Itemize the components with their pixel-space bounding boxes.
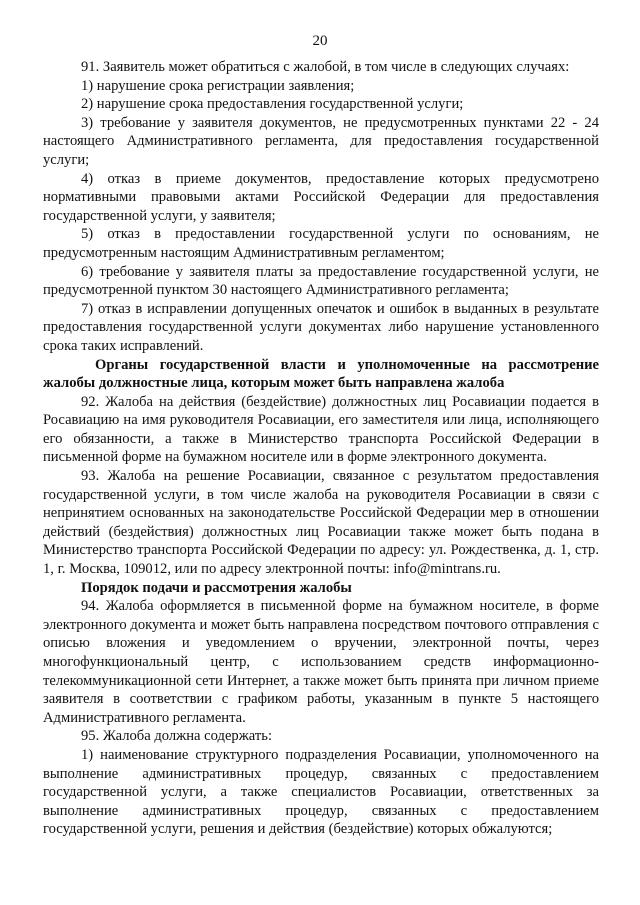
list-item-1: 1) нарушение срока регистрации заявления; xyxy=(81,77,355,94)
section-heading-complaint-bodies: Органы государственной власти и уполномоченные на рассмотрение жалобы должностные лица, которым может быть направлена жалоба xyxy=(43,356,599,392)
paragraph-92: 92. Жалоба на действия (бездействие) должностных лиц Росавиации подается в Росавиацию на имя руководителя Росавиации, его заместителя или лица, исполняющего его обязанности, а также в Министерство транспорта Российской Федерации в письменной форме на бумажном носителе или в форме электронного документа. xyxy=(43,393,599,466)
list-item-5: 5) отказ в предоставлении государственной услуги по основаниям, не предусмотренным настоящим Административным регламентом; xyxy=(43,226,599,261)
list-item-7: 7) отказ в исправлении допущенных опечаток и ошибок в выданных в результате предоставления государственной услуги документах либо нарушение установленного срока таких исправлений. xyxy=(43,300,599,354)
list-item-4: 4) отказ в приеме документов, предоставление которых предусмотрено нормативными правовыми актами Российской Федерации для предоставления государственной услуги, у заявителя; xyxy=(43,170,599,224)
list-item-2: 2) нарушение срока предоставления государственной услуги; xyxy=(81,96,464,113)
page-number: 20 xyxy=(312,33,328,49)
list-item-95-1: 1) наименование структурного подразделения Росавиации, уполномоченного на выполнение административных процедур, связанных с предоставлением государственной услуги, а также специалистов Росавиации, ответственных за выполнение административных процедур, связанных с предоставлением государственной услуги, решения и действия (бездействие) которых обжалуются; xyxy=(43,746,599,838)
paragraph-91: 91. Заявитель может обратиться с жалобой, в том числе в следующих случаях: xyxy=(81,59,570,75)
list-item-3: 3) требование у заявителя документов, не предусмотренных пунктами 22 - 24 настоящего Административного регламента, для предоставления государственной услуги; xyxy=(43,114,599,168)
document-body xyxy=(43,58,599,839)
paragraph-95: 95. Жалоба должна содержать: xyxy=(81,728,272,745)
section-heading-complaint-procedure: Порядок подачи и рассмотрения жалобы xyxy=(81,579,352,596)
paragraph-93: 93. Жалоба на решение Росавиации, связанное с результатом предоставления государственной услуги, в том числе жалоба на руководителя Росавиации в связи с непринятием основанных на законодательстве Российской Федерации мер в отношении действий (бездействия) должностных лиц Росавиации также может быть подана в Министерство транспорта Российской Федерации по адресу: ул. Рождественка, д. 1, стр. 1, г. Москва, 109012, или по адресу электронной почты: info@mintrans.ru. xyxy=(43,468,599,578)
paragraph-94: 94. Жалоба оформляется в письменной форме на бумажном носителе, в форме электронного документа и может быть направлена посредством почтового отправления с описью вложения и уведомлением о вручении, электронной почты, через многофункциональный центр, с использованием средств информационно-телекоммуникационной сети Интернет, а также может быть принята при личном приеме заявителя в соответствии с графиком работы, указанным в пункте 5 настоящего Административного регламента. xyxy=(43,598,599,726)
list-item-6: 6) требование у заявителя платы за предоставление государственной услуги, не предусмотренной пунктом 30 настоящего Административного регламента; xyxy=(43,263,599,299)
